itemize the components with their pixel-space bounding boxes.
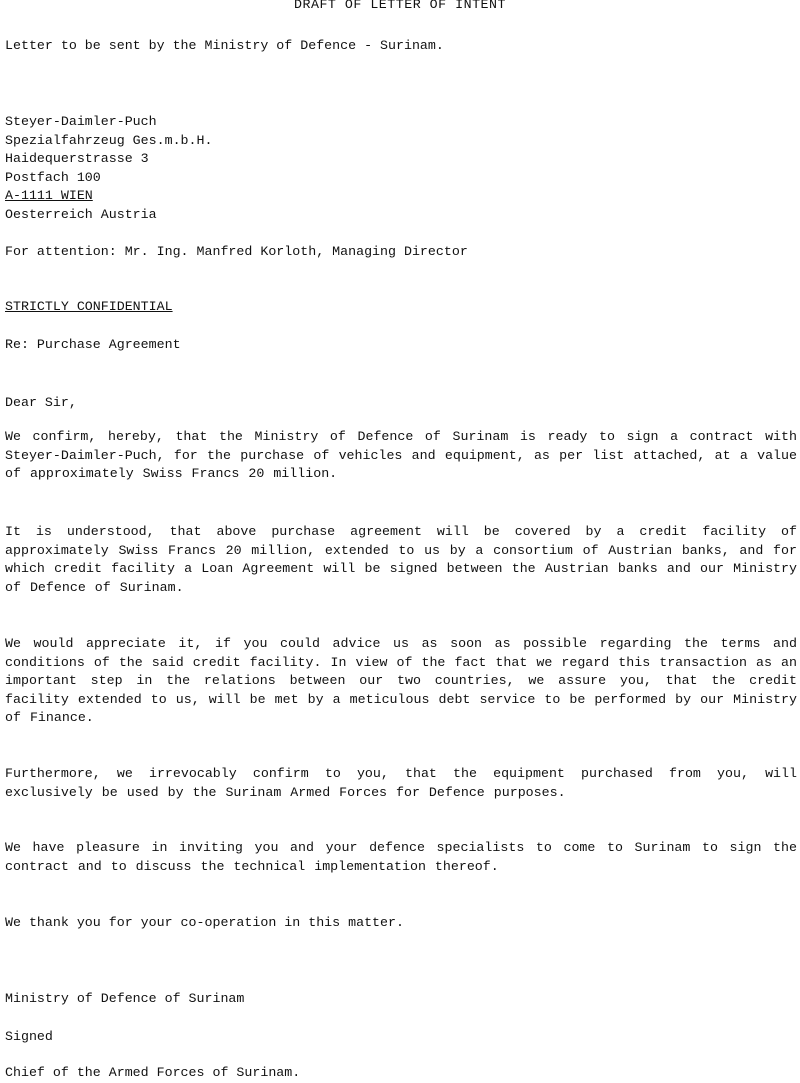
paragraph-invitation: We have pleasure in inviting you and your defence specialists to come to Surinam to sign the contract and to discuss the technical implementation thereof. <box>5 840 797 874</box>
paragraph-exclusive-use: Furthermore, we irrevocably confirm to you, that the equipment purchased from you, will exclusively be used by the Surinam Armed Forces for Defence purposes. <box>5 766 797 800</box>
address-line-company: Steyer-Daimler-Puch <box>5 114 157 129</box>
closing-thanks: We thank you for your co-operation in this matter. <box>5 915 404 930</box>
signature-title: Chief of the Armed Forces of Surinam. <box>5 1065 301 1080</box>
address-line-postbox: Postfach 100 <box>5 169 101 185</box>
paragraph-credit-facility: It is understood, that above purchase agreement will be covered by a credit facility of approximately Swiss Francs 20 million, extended to us by a consortium of Austrian banks, and for which credit facility a Loan Agreement will be signed between the Austrian banks and our Ministry of Defence of Surinam. <box>5 524 797 595</box>
document-title: DRAFT OF LETTER OF INTENT <box>294 0 506 12</box>
paragraph-confirmation: We confirm, hereby, that the Ministry of Defence of Surinam is ready to sign a contract with Steyer-Daimler-Puch, for the purchase of vehicles and equipment, as per list attached, at a value of approximately Swiss Francs 20 million. <box>5 429 797 482</box>
recipient-address <box>5 113 212 225</box>
address-line-street: Haidequerstrasse 3 <box>5 151 149 167</box>
paragraph-terms: We would appreciate it, if you could advice us as soon as possible regarding the terms and conditions of the said credit facility. In view of the fact that we regard this transaction as an important step in the relations between our two countries, we assure you, that the credit facility extended to us, will be met by a meticulous debt service to be performed by our Ministry of Finance. <box>5 636 797 726</box>
signature-signed: Signed <box>5 1029 53 1044</box>
subject-line: Re: Purchase Agreement <box>5 337 181 352</box>
address-line-country: Oesterreich Austria <box>5 206 157 222</box>
address-line-city: A-1111 WIEN <box>5 188 93 204</box>
signature-organization: Ministry of Defence of Surinam <box>5 991 245 1006</box>
confidential-heading: STRICTLY CONFIDENTIAL <box>5 299 173 314</box>
address-line-division: Spezialfahrzeug Ges.m.b.H. <box>5 132 213 148</box>
attention-line: For attention: Mr. Ing. Manfred Korloth, Managing Director <box>5 244 468 259</box>
intro-line: Letter to be sent by the Ministry of Defence - Surinam. <box>5 38 444 53</box>
salutation: Dear Sir, <box>5 395 77 410</box>
